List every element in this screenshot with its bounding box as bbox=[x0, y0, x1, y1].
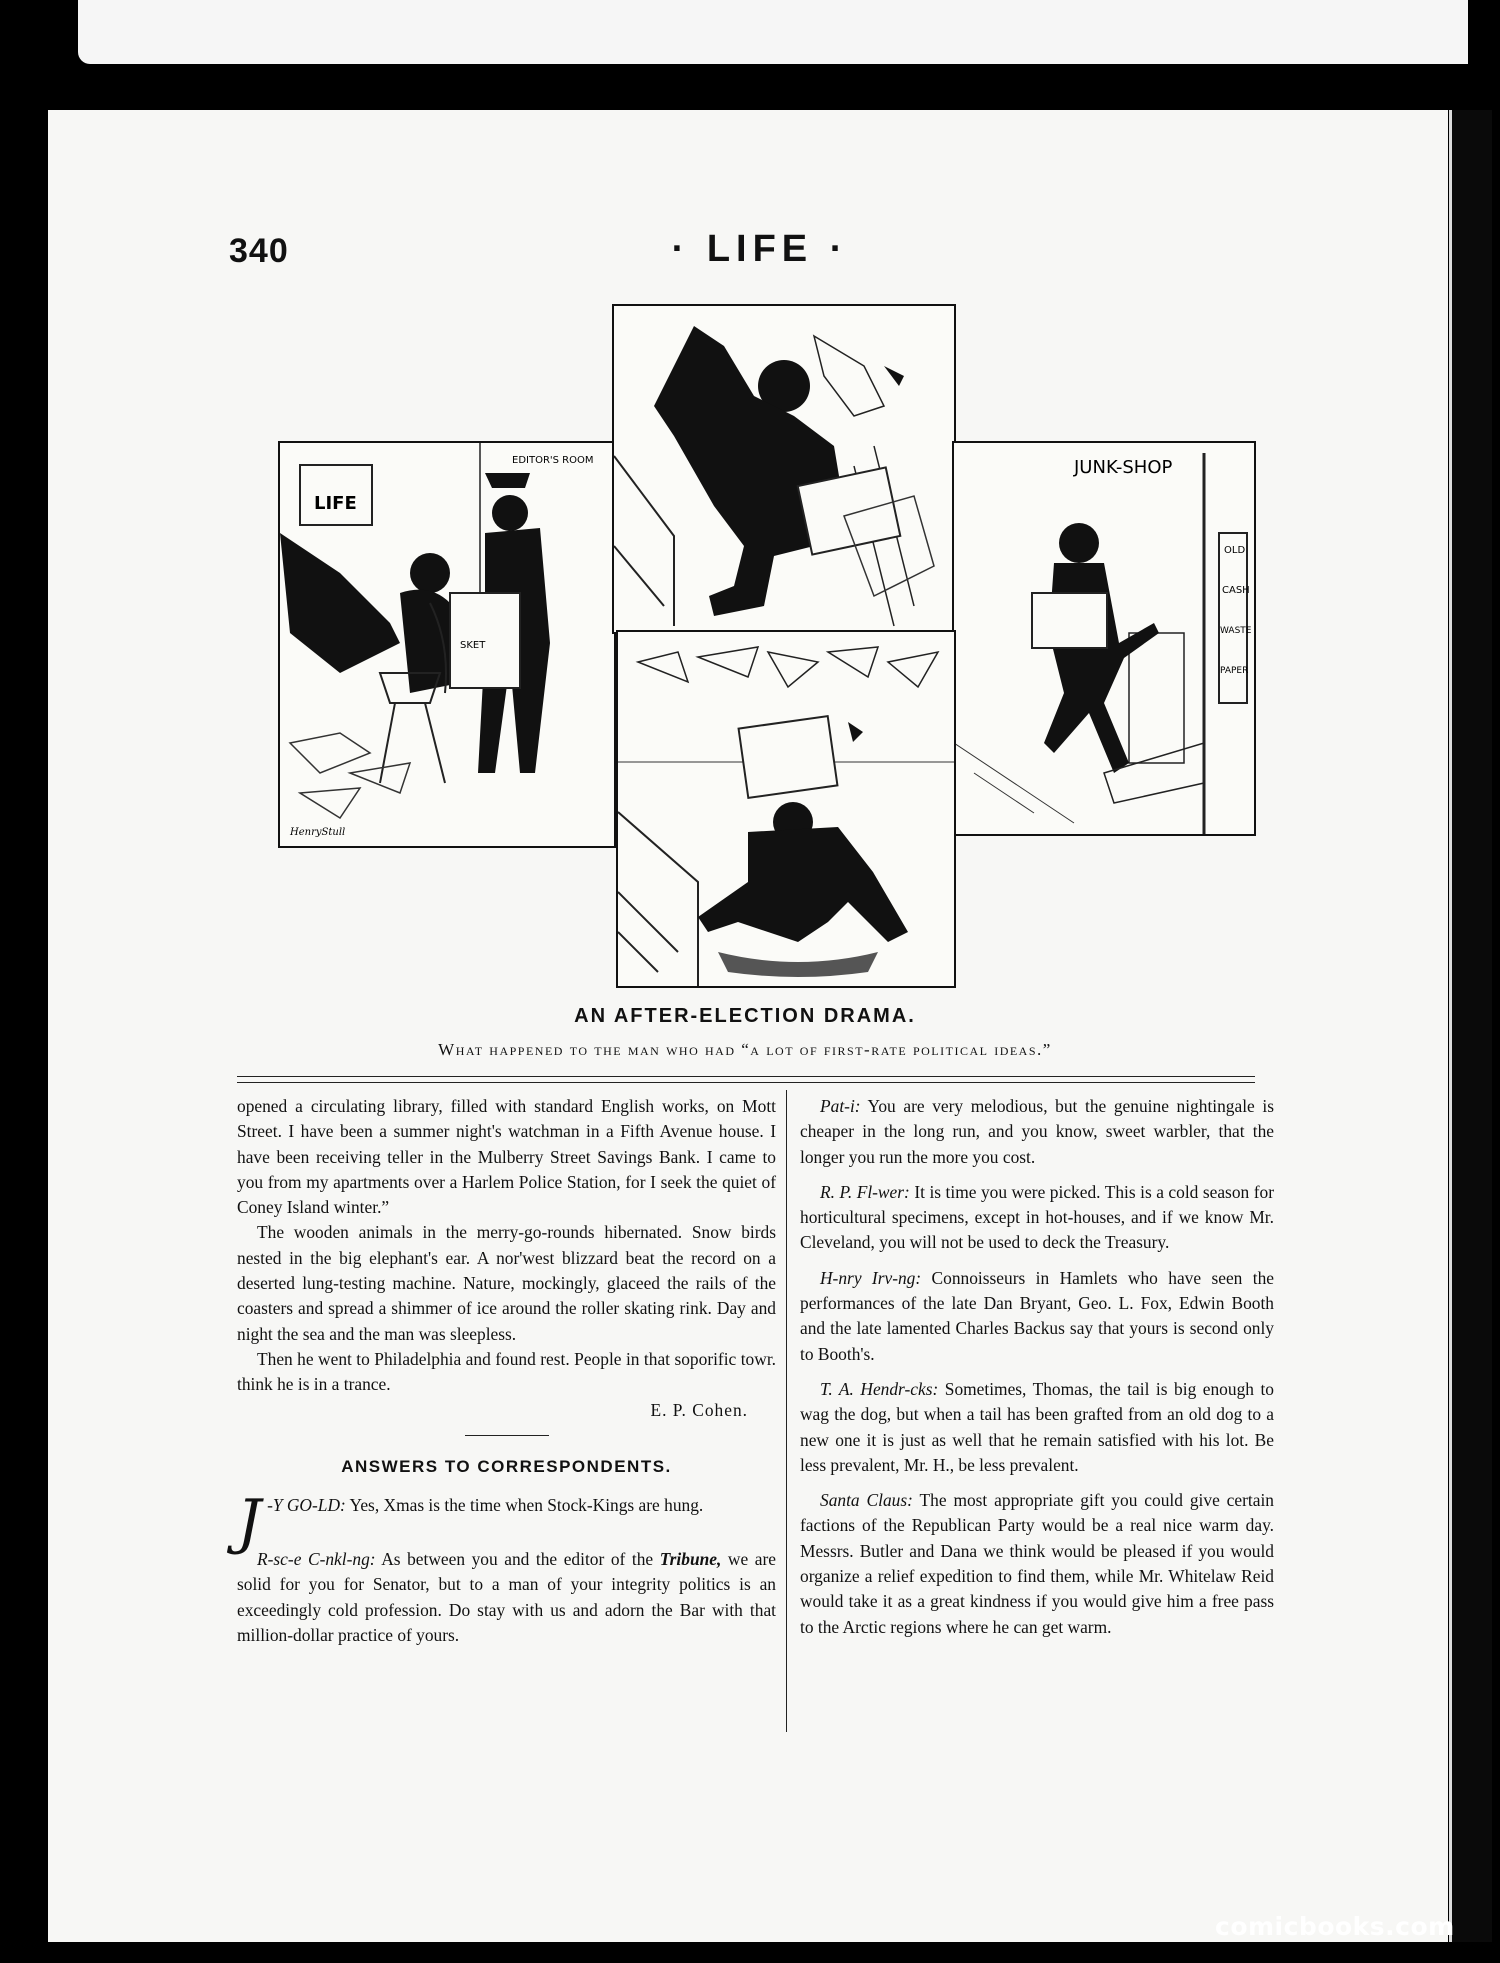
story-paragraph: opened a circulating library, filled with standard English works, on Mott Street. I have been a summer night's watchman in a Fifth Avenue house. I have been receiving teller in the Mulberry Street Savings Bank. I came to you from my apartments over a Harlem Police Station, for I seek the quiet of Coney Island winter.” bbox=[237, 1096, 776, 1218]
next-page-edge bbox=[1449, 110, 1492, 1942]
correspondent-name: R-sc-e C-nkl-ng: bbox=[257, 1549, 376, 1570]
editors-room-sign: EDITOR'S ROOM bbox=[512, 455, 594, 466]
newspaper-name: Tribune, bbox=[659, 1549, 722, 1570]
story-paragraph: Then he went to Philadelphia and found rest. People in that soporific towr. think he is in a trance. bbox=[237, 1348, 776, 1395]
answer-text: Connoisseurs in Hamlets who have seen the performances of the late Dan Bryant, Geo. L. Fox, Edwin Booth and the late lamented Charles Backus say that yours is second only to Booth's. bbox=[800, 1267, 1274, 1364]
answer-text: we are solid for you for Senator, but to a man of your integrity politics is an exceedingly cold profession. Do stay with us and adorn the Bar with that million-dollar practice of yours. bbox=[237, 1549, 777, 1646]
thrown-out-illustration bbox=[614, 306, 954, 632]
answer-entry bbox=[800, 1180, 1274, 1256]
correspondent-name: Santa Claus: bbox=[820, 1490, 913, 1511]
cartoon-title: AN AFTER-ELECTION DRAMA. bbox=[574, 1005, 916, 1027]
watermark: comicbooks.com bbox=[1215, 1912, 1455, 1941]
masthead: · LIFE · bbox=[671, 228, 849, 270]
correspondent-name: -Y GO-LD: bbox=[267, 1495, 346, 1516]
correspondent-name: R. P. Fl-wer: bbox=[820, 1181, 910, 1202]
answer-text: You are very melodious, but the genuine nightingale is cheaper in the long run, and you know, sweet warbler, that the longer you run the more you cost. bbox=[800, 1096, 1274, 1167]
cartoon-panel-thrown-out bbox=[612, 304, 956, 634]
cash-sign: CASH bbox=[1222, 585, 1250, 596]
old-sign: OLD bbox=[1224, 545, 1246, 556]
cartoon-panel-junk-shop bbox=[952, 441, 1256, 836]
cartoon-subtitle: What happened to the man who had “a lot of first-rate political ideas.” bbox=[438, 1040, 1052, 1059]
junk-shop-illustration bbox=[954, 443, 1254, 834]
answer-entry bbox=[800, 1266, 1274, 1367]
short-rule bbox=[465, 1435, 549, 1436]
story-paragraph: The wooden animals in the merry-go-rounds hibernated. Snow birds nested in the big elephant's ear. A nor'west blizzard beat the record on a deserted lung-testing machine. Nature, mockingly, glaceed the rails of the coasters and spread a shimmer of ice around the roller skating rink. Day and night the sea and the man was sleepless. bbox=[237, 1222, 776, 1344]
page-number: 340 bbox=[229, 232, 289, 270]
sketches-label: SKET bbox=[460, 640, 486, 651]
answer-text: The most appropriate gift you could give certain factions of the Republican Party would be a real nice warm day. Messrs. Butler and Dana we think would be pleased if you would organize a relief expedition to find them, while Mr. Whitelaw Reid would take it as a great kindness if you would give him a free pass to the Arctic regions where he can get warm. bbox=[800, 1490, 1274, 1637]
author-signature: E. P. Cohen. bbox=[650, 1399, 748, 1420]
answer-entry bbox=[800, 1488, 1274, 1640]
left-column bbox=[237, 1094, 776, 1658]
correspondent-name: Pat-i: bbox=[820, 1096, 861, 1116]
junk-shop-sign: JUNK-SHOP bbox=[1074, 457, 1173, 478]
life-poster-text: LIFE bbox=[314, 493, 357, 514]
answer-entry bbox=[237, 1547, 776, 1648]
answer-text: Sometimes, Thomas, the tail is big enough to wag the dog, but when a tail has been grafted from an old dog to a new one it is just as well that he remain satisfied with his lot. Be less prevalent, Mr. H., be less prevalent. bbox=[800, 1378, 1274, 1475]
answer-text: Yes, Xmas is the time when Stock-Kings are hung. bbox=[345, 1495, 704, 1516]
cartoon-panel-editors-room bbox=[278, 441, 616, 848]
correspondent-name: H-nry Irv-ng: bbox=[820, 1267, 922, 1288]
previous-page-edge bbox=[78, 0, 1468, 64]
paper-sign: PAPER bbox=[1220, 666, 1249, 676]
answer-entry bbox=[800, 1377, 1274, 1478]
waste-sign: WASTE bbox=[1220, 626, 1252, 636]
right-column bbox=[800, 1094, 1274, 1650]
section-heading: ANSWERS TO CORRESPONDENTS. bbox=[341, 1456, 672, 1476]
correspondent-name: T. A. Hendr-cks: bbox=[820, 1378, 939, 1399]
column-divider bbox=[786, 1090, 787, 1732]
answer-text: As between you and the editor of the bbox=[375, 1549, 660, 1570]
answer-entry bbox=[800, 1094, 1274, 1170]
editors-room-illustration bbox=[280, 443, 614, 846]
fallen-illustration bbox=[618, 632, 954, 986]
answer-text: It is time you were picked. This is a cold season for horticultural specimens, except in hot-houses, and if we know Mr. Cleveland, you will not be used to deck the Treasury. bbox=[800, 1181, 1274, 1253]
section-rule-bottom bbox=[237, 1082, 1255, 1083]
cartoon-panel-fallen bbox=[616, 630, 956, 988]
artist-signature: HenryStull bbox=[290, 827, 346, 838]
dropcap-letter: J bbox=[237, 1487, 262, 1558]
section-rule-top bbox=[237, 1076, 1255, 1077]
answer-entry bbox=[237, 1487, 776, 1558]
